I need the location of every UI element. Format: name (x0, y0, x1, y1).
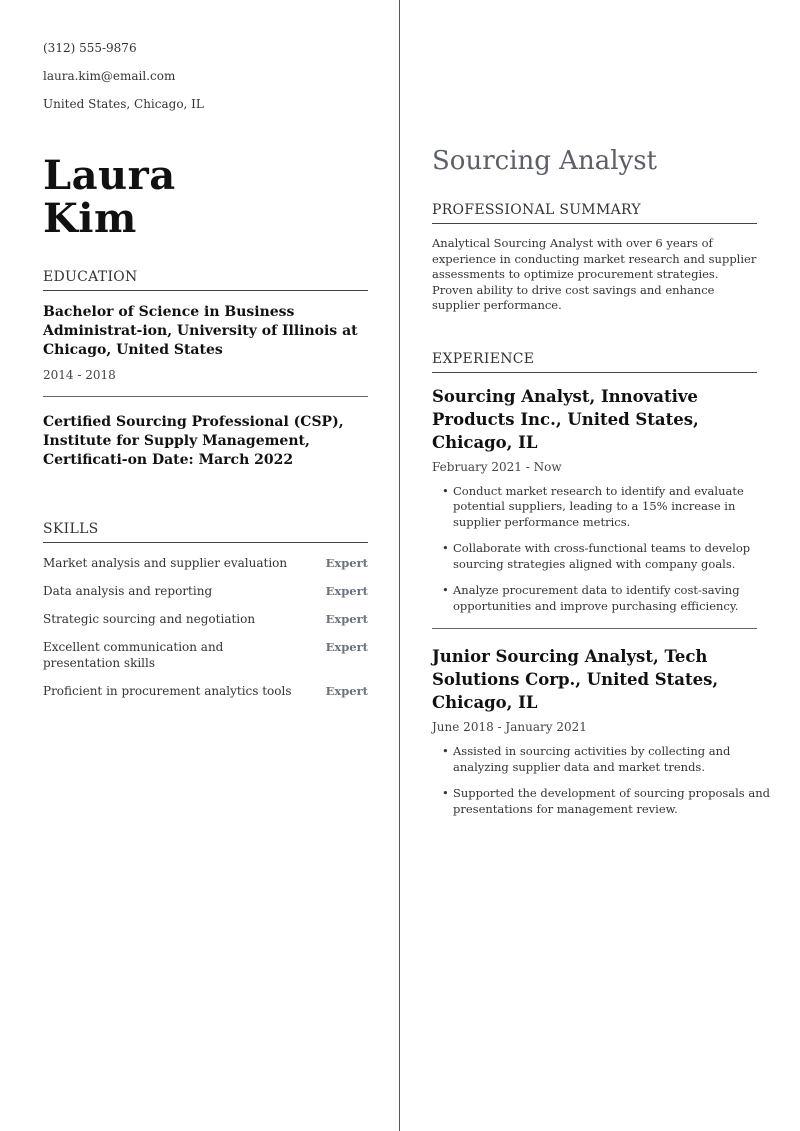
job-date: June 2018 - January 2021 (432, 720, 587, 734)
candidate-name (43, 154, 368, 240)
skill-name: Proficient in procurement analytics tools (43, 684, 292, 698)
education-degree: Bachelor of Science in Business Administrat-ion, University of Illinois at Chicago, United States (43, 304, 358, 358)
job-bullet: • Conduct market research to identify and evaluate potential suppliers, leading to a 15% increase in supplier performance metrics. (442, 484, 783, 531)
experience-heading: EXPERIENCE (432, 350, 757, 373)
skill-row (43, 683, 368, 699)
education-separator (43, 396, 368, 397)
job-date: February 2021 - Now (432, 459, 562, 474)
job-title: Sourcing Analyst, Innovative Products Inc., United States, Chicago, IL (432, 386, 699, 452)
skill-name: Strategic sourcing and negotiation (43, 612, 256, 626)
job-separator (432, 628, 757, 629)
skill-level: Expert (325, 584, 368, 598)
right-column (432, 143, 770, 828)
first-name: Laura (43, 152, 176, 199)
experience-section (432, 350, 770, 818)
skills-heading: SKILLS (43, 520, 368, 543)
skill-level: Expert (325, 684, 368, 698)
skill-name: Excellent communication and presentation skills (43, 640, 224, 670)
summary-text: Analytical Sourcing Analyst with over 6 years of experience in conducting market research and supplier assessments to optimize procurement strategies. Proven ability to drive cost savings and enhance supplier performance. (432, 236, 757, 312)
job-bullet: • Collaborate with cross-functional teams to develop sourcing strategies aligned with company goals. (442, 541, 783, 572)
skill-level: Expert (325, 640, 368, 654)
education-certification: Certified Sourcing Professional (CSP), Institute for Supply Management, Certificati-on Date: March 2022 (43, 414, 344, 468)
job-bullet: • Assisted in sourcing activities by collecting and analyzing supplier data and market trends. (442, 744, 783, 775)
skill-row (43, 639, 368, 671)
education-section (43, 268, 368, 470)
last-name: Kim (43, 195, 137, 242)
job-bullet: • Analyze procurement data to identify cost-saving opportunities and improve purchasing efficiency. (442, 583, 783, 614)
skills-section (43, 520, 368, 699)
job-bullets (432, 744, 770, 817)
job-entry (432, 645, 770, 817)
job-title: Junior Sourcing Analyst, Tech Solutions Corp., United States, Chicago, IL (432, 647, 719, 712)
skill-level: Expert (325, 612, 368, 626)
education-date: 2014 - 2018 (43, 368, 116, 382)
summary-section (432, 201, 757, 314)
role-title: Sourcing Analyst (432, 146, 657, 176)
left-column (43, 40, 368, 711)
skill-row (43, 583, 368, 599)
skill-level: Expert (325, 556, 368, 570)
phone: (312) 555-9876 (43, 41, 137, 55)
skill-row (43, 555, 368, 571)
column-divider (399, 0, 400, 1131)
summary-heading: PROFESSIONAL SUMMARY (432, 201, 757, 224)
education-heading: EDUCATION (43, 268, 368, 291)
location: United States, Chicago, IL (43, 97, 204, 111)
skill-name: Data analysis and reporting (43, 584, 213, 598)
skill-row (43, 611, 368, 627)
job-bullets (432, 484, 757, 615)
skill-name: Market analysis and supplier evaluation (43, 556, 288, 570)
job-entry (432, 385, 757, 615)
email: laura.kim@email.com (43, 69, 176, 83)
job-bullet: • Supported the development of sourcing proposals and presentations for management review. (442, 786, 783, 817)
